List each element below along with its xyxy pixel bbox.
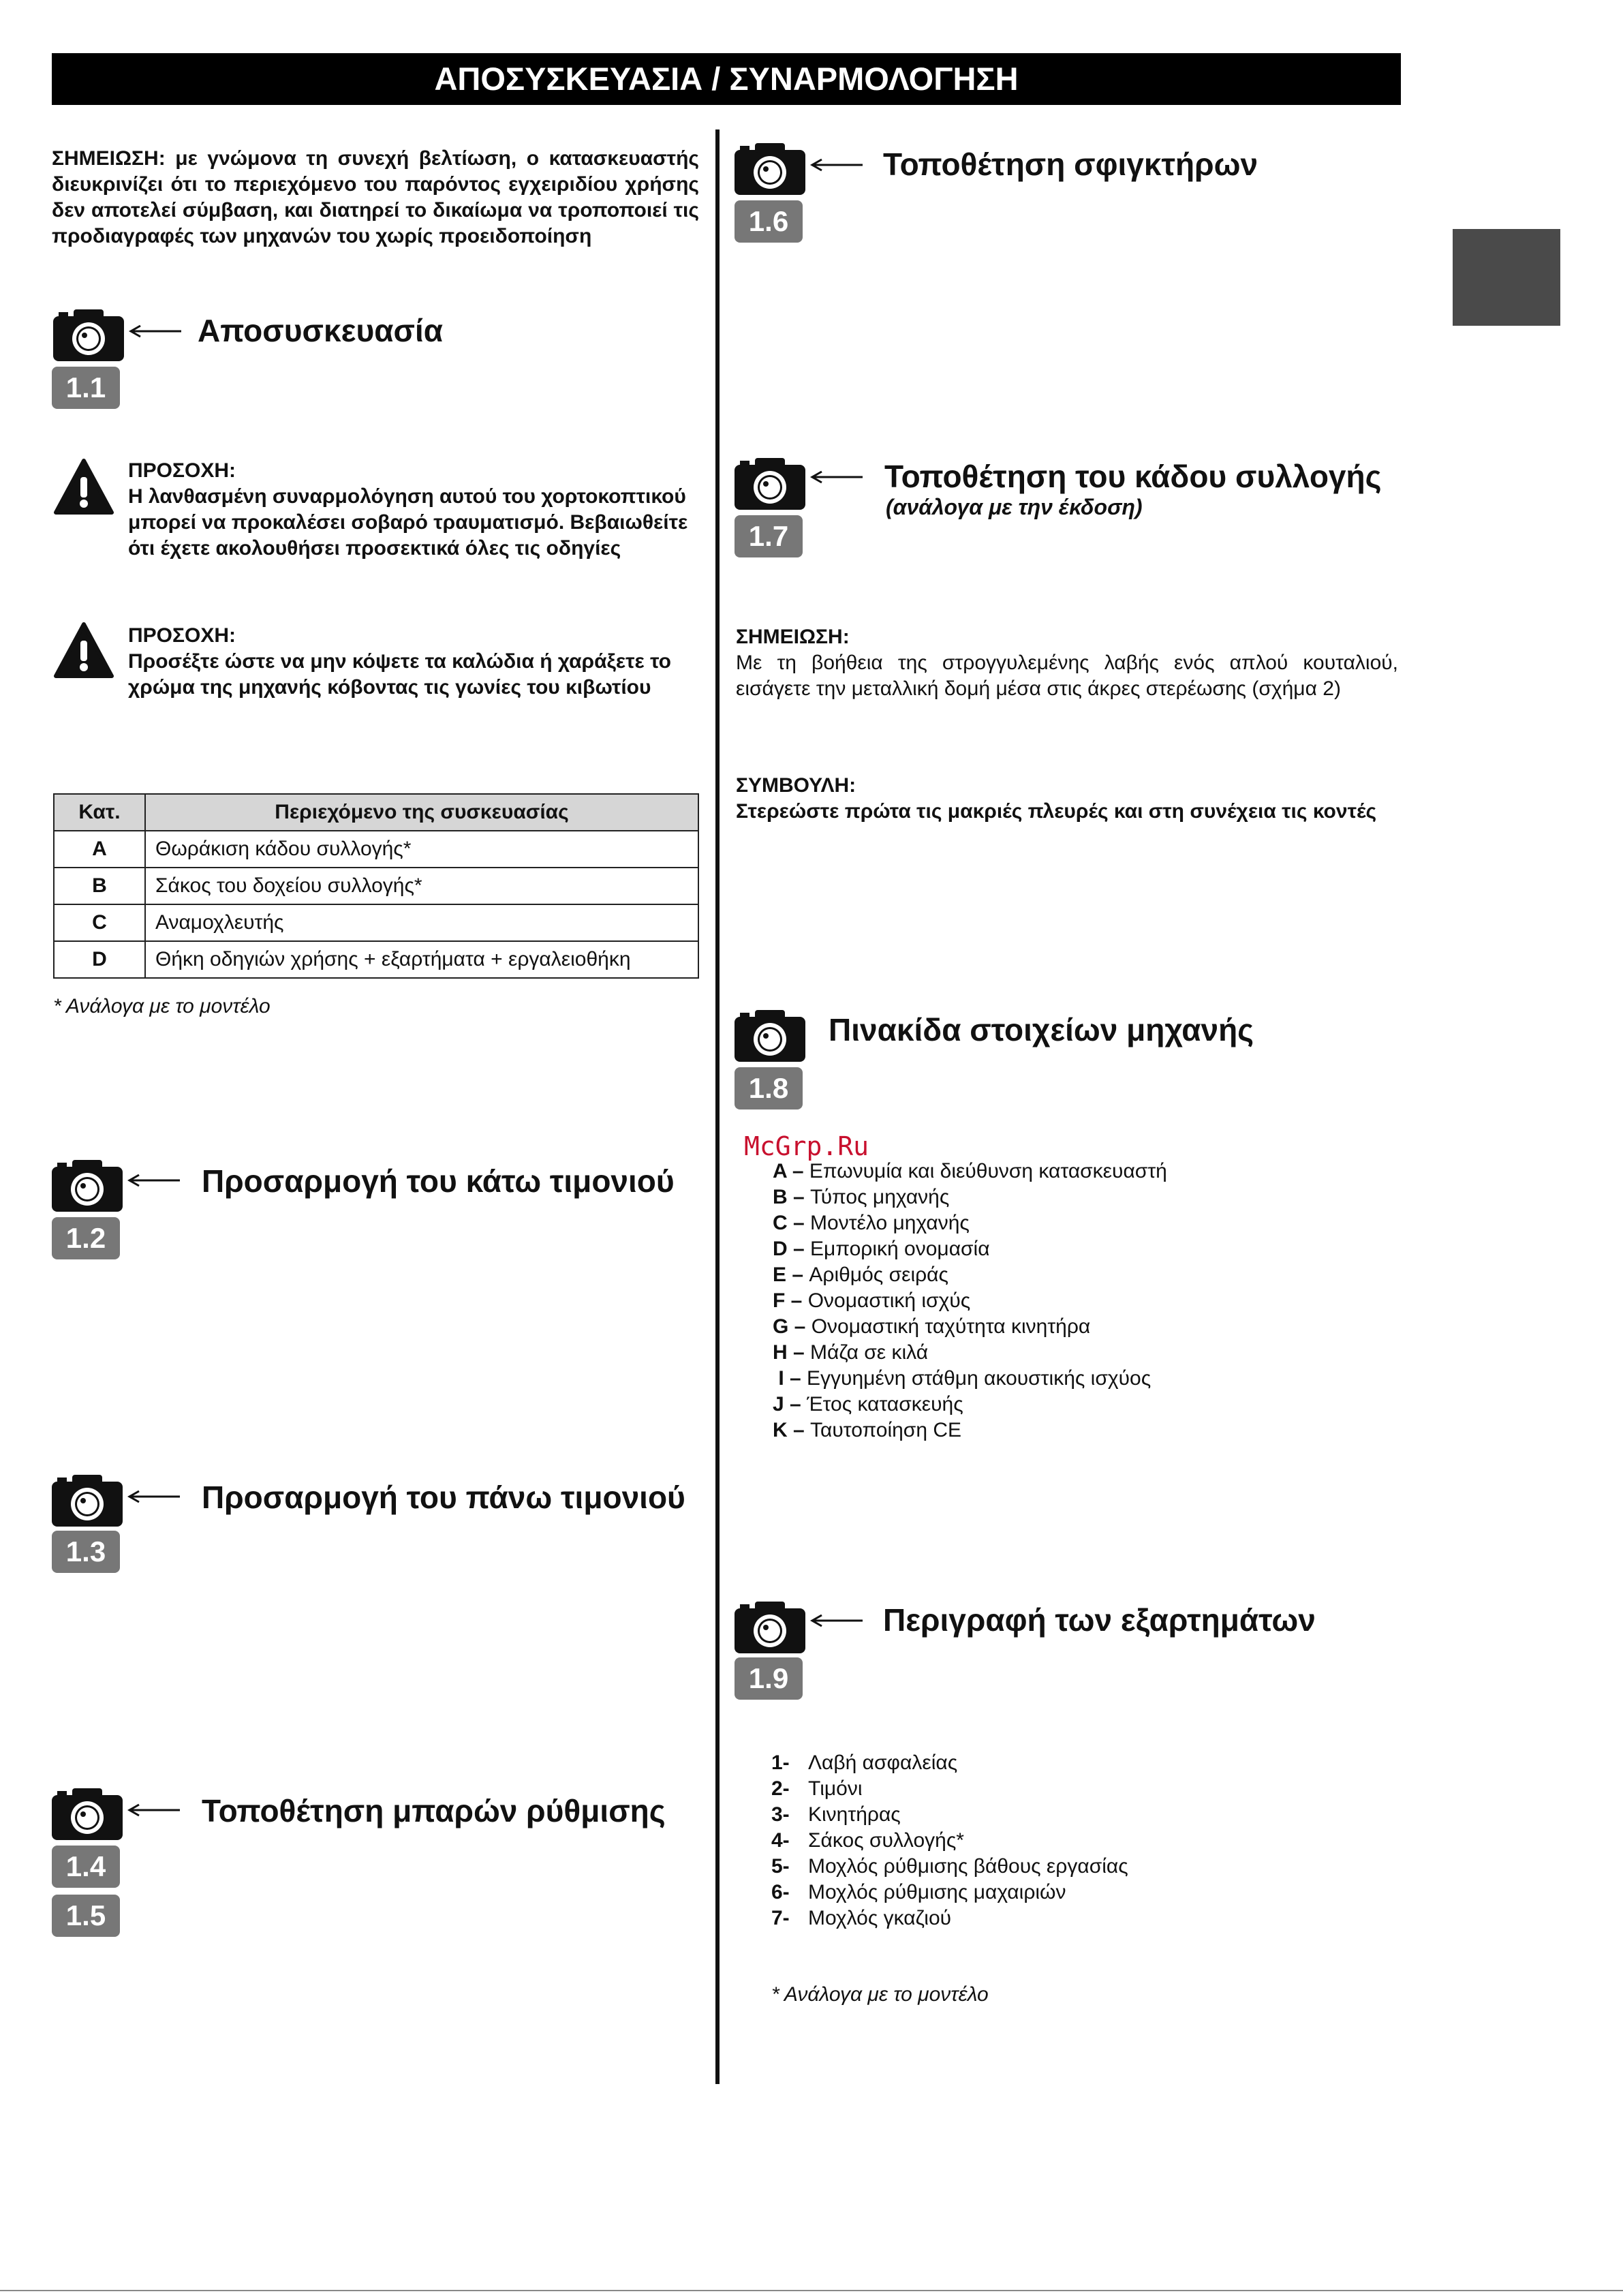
table-cell-contents: Σάκος του δοχείου συλλογής* <box>145 868 698 904</box>
list-item-key: 1- <box>771 1751 790 1774</box>
list-item <box>771 1776 1128 1802</box>
section-subheading: (ανάλογα με την έκδοση) <box>886 495 1143 519</box>
figure-badge: 1.9 <box>735 1657 803 1700</box>
arrow-left-icon <box>127 1490 181 1503</box>
list-item <box>773 1210 1167 1236</box>
list-item <box>773 1392 1167 1418</box>
section-heading-upper-handle: Προσαρμογή του πάνω τιμονιού <box>202 1480 685 1515</box>
figure-badge: 1.5 <box>52 1895 120 1937</box>
warning-icon <box>53 458 114 515</box>
list-item <box>773 1159 1167 1184</box>
list-item-key: F – <box>773 1289 803 1312</box>
arrow-left-icon <box>809 1614 864 1627</box>
components-list <box>771 1750 1128 1931</box>
list-item-key: I – <box>778 1367 801 1390</box>
warning-1 <box>128 458 700 562</box>
section-heading-adjust-bars: Τοποθέτηση μπαρών ρύθμισης <box>202 1793 666 1828</box>
warning-title: ΠΡΟΣΟΧΗ: <box>128 459 236 482</box>
list-item-key: 2- <box>771 1777 790 1800</box>
figure-badge: 1.4 <box>52 1846 120 1888</box>
list-item-key: H – <box>773 1341 805 1364</box>
table-row <box>54 904 698 941</box>
list-item-text: Εγγυημένη στάθμη ακουστικής ισχύος <box>807 1367 1151 1390</box>
table-cell-cat: B <box>54 868 145 904</box>
note-block <box>736 624 1398 702</box>
components-footnote: * Ανάλογα με το μοντέλο <box>771 1983 989 2006</box>
list-item-text: Επωνυμία και διεύθυνση κατασκευαστή <box>809 1160 1167 1182</box>
list-item-key: K – <box>773 1419 805 1441</box>
list-item <box>771 1750 1128 1776</box>
figure-badge: 1.6 <box>735 200 803 243</box>
tip-text: Στερεώστε πρώτα τις μακριές πλευρές και στη συνέχεια τις κοντές <box>736 800 1377 823</box>
table-header-contents: Περιεχόμενο της συσκευασίας <box>145 794 698 831</box>
list-item-key: A – <box>773 1160 804 1182</box>
list-item <box>773 1288 1167 1314</box>
tip-title: ΣΥΜΒΟΥΛΗ: <box>736 774 856 797</box>
section-heading-components: Περιγραφή των εξαρτημάτων <box>883 1602 1316 1638</box>
table-cell-contents: Θωράκιση κάδου συλλογής* <box>145 831 698 868</box>
camera-icon <box>50 1473 124 1528</box>
warning-icon <box>53 622 114 679</box>
table-row <box>54 941 698 978</box>
list-item <box>771 1828 1128 1854</box>
list-item-text: Κινητήρας <box>808 1803 901 1826</box>
note-text: Με τη βοήθεια της στρογγυλεμένης λαβής ενός απλού κουταλιού, εισάγετε την μεταλλική δομή μέσα στις άκρες στερέωσης (σχήμα 2) <box>736 652 1398 700</box>
list-item-key: 5- <box>771 1855 790 1878</box>
list-item-text: Τιμόνι <box>808 1777 863 1800</box>
list-item <box>771 1854 1128 1880</box>
table-cell-contents: Θήκη οδηγιών χρήσης + εξαρτήματα + εργαλειοθήκη <box>145 941 698 978</box>
figure-badge: 1.8 <box>735 1067 803 1109</box>
bottom-rule <box>0 2290 1623 2291</box>
list-item <box>773 1184 1167 1210</box>
list-item-key: B – <box>773 1186 805 1208</box>
table-footnote: * Ανάλογα με το μοντέλο <box>53 995 270 1017</box>
list-item-key: C – <box>773 1212 805 1234</box>
list-item <box>773 1262 1167 1288</box>
rating-plate-list <box>773 1159 1167 1443</box>
warning-title: ΠΡΟΣΟΧΗ: <box>128 624 236 647</box>
warning-text: Προσέξτε ώστε να μην κόψετε τα καλώδια ή χαράξετε το χρώμα της μηχανής κόβοντας τις γωνίες του κιβωτίου <box>128 650 671 699</box>
arrow-left-icon <box>809 158 864 172</box>
list-item <box>771 1802 1128 1828</box>
list-item <box>773 1418 1167 1443</box>
package-contents-table <box>53 793 699 979</box>
list-item-key: 4- <box>771 1829 790 1852</box>
list-item-text: Αριθμός σειράς <box>809 1264 948 1286</box>
list-item-text: Τύπος μηχανής <box>810 1186 950 1208</box>
camera-icon <box>50 1159 124 1213</box>
list-item-text: Μοχλός γκαζιού <box>808 1907 952 1929</box>
tip-block <box>736 773 1404 825</box>
list-item-key: E – <box>773 1264 804 1286</box>
section-heading-unpacking: Αποσυσκευασία <box>198 313 444 348</box>
camera-icon <box>733 1600 807 1655</box>
warning-2 <box>128 623 700 701</box>
list-item-text: Μοντέλο μηχανής <box>810 1212 970 1234</box>
list-item-key: G – <box>773 1315 806 1338</box>
list-item-text: Μοχλός ρύθμισης βάθους εργασίας <box>808 1855 1128 1878</box>
figure-badge: 1.3 <box>52 1531 120 1573</box>
list-item-key: D – <box>773 1238 805 1260</box>
list-item-key: 6- <box>771 1881 790 1903</box>
table-header-row <box>54 794 698 831</box>
table-header-cat: Κατ. <box>54 794 145 831</box>
arrow-left-icon <box>127 1803 181 1817</box>
list-item-text: Εμπορική ονομασία <box>810 1238 990 1260</box>
section-heading-grass-bag: Τοποθέτηση του κάδου συλλογής <box>884 459 1382 494</box>
table-cell-contents: Αναμοχλευτής <box>145 904 698 941</box>
table-cell-cat: D <box>54 941 145 978</box>
table-row <box>54 831 698 868</box>
list-item-key: 7- <box>771 1907 790 1929</box>
intro-note: ΣΗΜΕΙΩΣΗ: με γνώμονα τη συνεχή βελτίωση, ο κατασκευαστής διευκρινίζει ότι το περιεχόμενο του παρόντος εγχειριδίου χρήσης δεν αποτελεί σύμβαση, και διατηρεί το δικαίωμα να τροποποιεί τις προδιαγραφές των μηχανών του χωρίς προειδοποίηση <box>52 147 699 247</box>
page-title: ΑΠΟΣΥΣΚΕΥΑΣΙΑ / ΣΥΝΑΡΜΟΛΟΓΗΣΗ <box>52 53 1401 105</box>
camera-icon <box>733 1009 807 1063</box>
camera-icon <box>52 308 125 363</box>
list-item-text: Λαβή ασφαλείας <box>808 1751 958 1774</box>
list-item <box>773 1314 1167 1340</box>
figure-badge: 1.1 <box>52 367 120 409</box>
arrow-left-icon <box>127 1174 181 1187</box>
list-item <box>771 1880 1128 1905</box>
warning-text: Η λανθασμένη συναρμολόγηση αυτού του χορτοκοπτικού μπορεί να προκαλέσει σοβαρό τραυματισμό. Βεβαιωθείτε ότι έχετε ακολουθήσει προσεκτικά όλες τις οδηγίες <box>128 485 688 560</box>
table-cell-cat: C <box>54 904 145 941</box>
camera-icon <box>733 457 807 511</box>
figure-badge: 1.7 <box>735 515 803 557</box>
arrow-left-icon <box>128 324 183 338</box>
watermark: McGrp.Ru <box>744 1131 869 1161</box>
section-tab-marker <box>1453 229 1560 326</box>
table-row <box>54 868 698 904</box>
list-item-key: 3- <box>771 1803 790 1826</box>
table-cell-cat: A <box>54 831 145 868</box>
list-item <box>773 1236 1167 1262</box>
column-divider <box>715 129 720 2084</box>
list-item-text: Ταυτοποίηση CE <box>810 1419 962 1441</box>
section-heading-clamps: Τοποθέτηση σφιγκτήρων <box>883 147 1258 182</box>
arrow-left-icon <box>809 470 864 484</box>
list-item-key: J – <box>773 1393 801 1415</box>
list-item <box>773 1366 1167 1392</box>
list-item-text: Μοχλός ρύθμισης μαχαιριών <box>808 1881 1066 1903</box>
list-item <box>771 1905 1128 1931</box>
list-item-text: Έτος κατασκευής <box>807 1393 963 1415</box>
camera-icon <box>733 142 807 196</box>
list-item-text: Ονομαστική ταχύτητα κινητήρα <box>811 1315 1091 1338</box>
camera-icon <box>50 1787 124 1841</box>
list-item-text: Μάζα σε κιλά <box>810 1341 929 1364</box>
section-heading-lower-handle: Προσαρμογή του κάτω τιμονιού <box>202 1163 675 1199</box>
list-item-text: Ονομαστική ισχύς <box>807 1289 971 1312</box>
list-item-text: Σάκος συλλογής* <box>808 1829 964 1852</box>
list-item <box>773 1340 1167 1366</box>
section-heading-rating-plate: Πινακίδα στοιχείων μηχανής <box>829 1012 1254 1047</box>
figure-badge: 1.2 <box>52 1217 120 1259</box>
note-title: ΣΗΜΕΙΩΣΗ: <box>736 626 850 648</box>
